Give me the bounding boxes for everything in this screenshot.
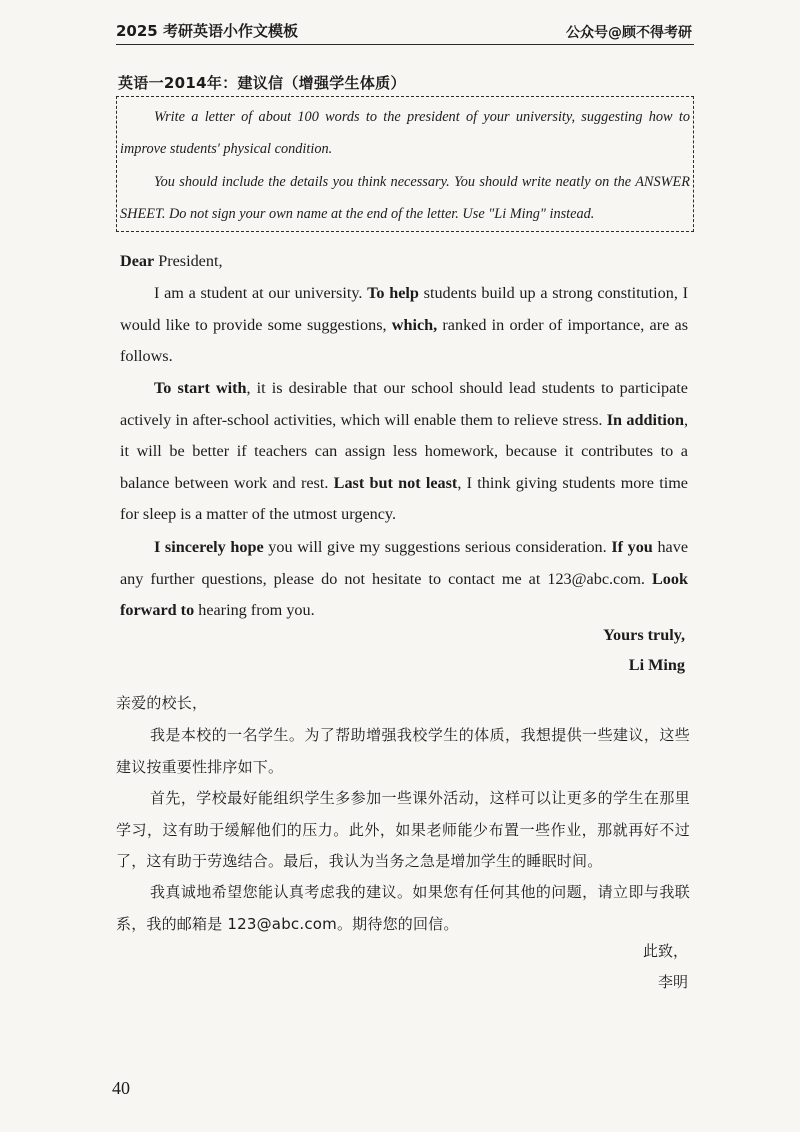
prompt-paragraph-1: Write a letter of about 100 words to the president of your university, suggesting how to improve students' physical condition.	[120, 109, 690, 157]
translation-paragraph-3: 我真诚地希望您能认真考虑我的建议。如果您有任何其他的问题，请立即与我联系，我的邮箱是 123@abc.com。期待您的回信。	[116, 883, 690, 933]
text-run: I am a student at our university.	[154, 284, 368, 302]
bold-phrase: Look forward to	[120, 569, 688, 619]
bold-phrase: To help	[367, 284, 419, 302]
text-run: students build up a strong constitution, I would like to provide some suggestions,	[120, 284, 689, 334]
bold-phrase: which,	[391, 315, 438, 334]
section-title: 英语一2014年：建议信（增强学生体质）	[118, 74, 406, 92]
prompt-paragraph-2: You should include the details you think necessary. You should write neatly on the ANSWER SHEET. Do not sign your own name at the end of the letter. Use "Li Ming" instead.	[120, 174, 690, 222]
letter-closing: Yours truly,	[603, 626, 685, 644]
header-account: 公众号@顾不得考研	[566, 25, 692, 41]
header-book-title: 2025 考研英语小作文模板	[116, 22, 298, 40]
text-run: ranked in order of importance, are as follows.	[120, 315, 688, 365]
translation-signature: 李明	[657, 973, 688, 991]
running-header	[116, 14, 692, 44]
translation-closing: 此致，	[642, 942, 688, 960]
bold-phrase: To start with	[154, 379, 247, 397]
text-run: , it is desirable that our school should lead students to participate actively in after-school activities, which will enable them to relieve stress.	[120, 379, 688, 429]
translation-paragraph-1: 我是本校的一名学生。为了帮助增强我校学生的体质，我想提供一些建议，这些建议按重要性排序如下。	[116, 726, 690, 776]
letter-salutation	[120, 246, 688, 278]
salutation-bold: Dear	[120, 252, 155, 270]
text-run: hearing from you.	[194, 601, 315, 619]
translation-paragraph-2: 首先，学校最好能组织学生多参加一些课外活动，这样可以让更多的学生在那里学习，这有助于缓解他们的压力。此外，如果老师能少布置一些作业，那就再好不过了，这有助于劳逸结合。最后，我认为当务之急是增加学生的睡眠时间。	[116, 789, 690, 870]
letter-paragraph-3	[120, 532, 688, 627]
letter-paragraph-1	[120, 278, 688, 373]
header-rule	[116, 44, 694, 45]
text-run: you will give my suggestions serious consideration.	[263, 538, 612, 556]
bold-phrase: Last but not least	[333, 473, 458, 492]
bold-phrase: If you	[611, 538, 653, 556]
letter-paragraph-2	[120, 373, 688, 531]
translation-salutation: 亲爱的校长，	[116, 694, 208, 712]
text-run: have any further questions, please do not hesitate to contact me at 123@abc.com.	[120, 538, 689, 588]
text-run: , I think giving students more time for sleep is a matter of the utmost urgency.	[120, 473, 688, 523]
salutation-rest: President,	[154, 252, 223, 270]
letter-signature: Li Ming	[628, 656, 685, 674]
page-number: 40	[112, 1078, 130, 1098]
bold-phrase: I sincerely hope	[154, 538, 264, 556]
bold-phrase: In addition	[606, 410, 684, 429]
text-run: , it will be better if teachers can assign less homework, because it contributes to a balance between work and rest.	[120, 410, 688, 492]
